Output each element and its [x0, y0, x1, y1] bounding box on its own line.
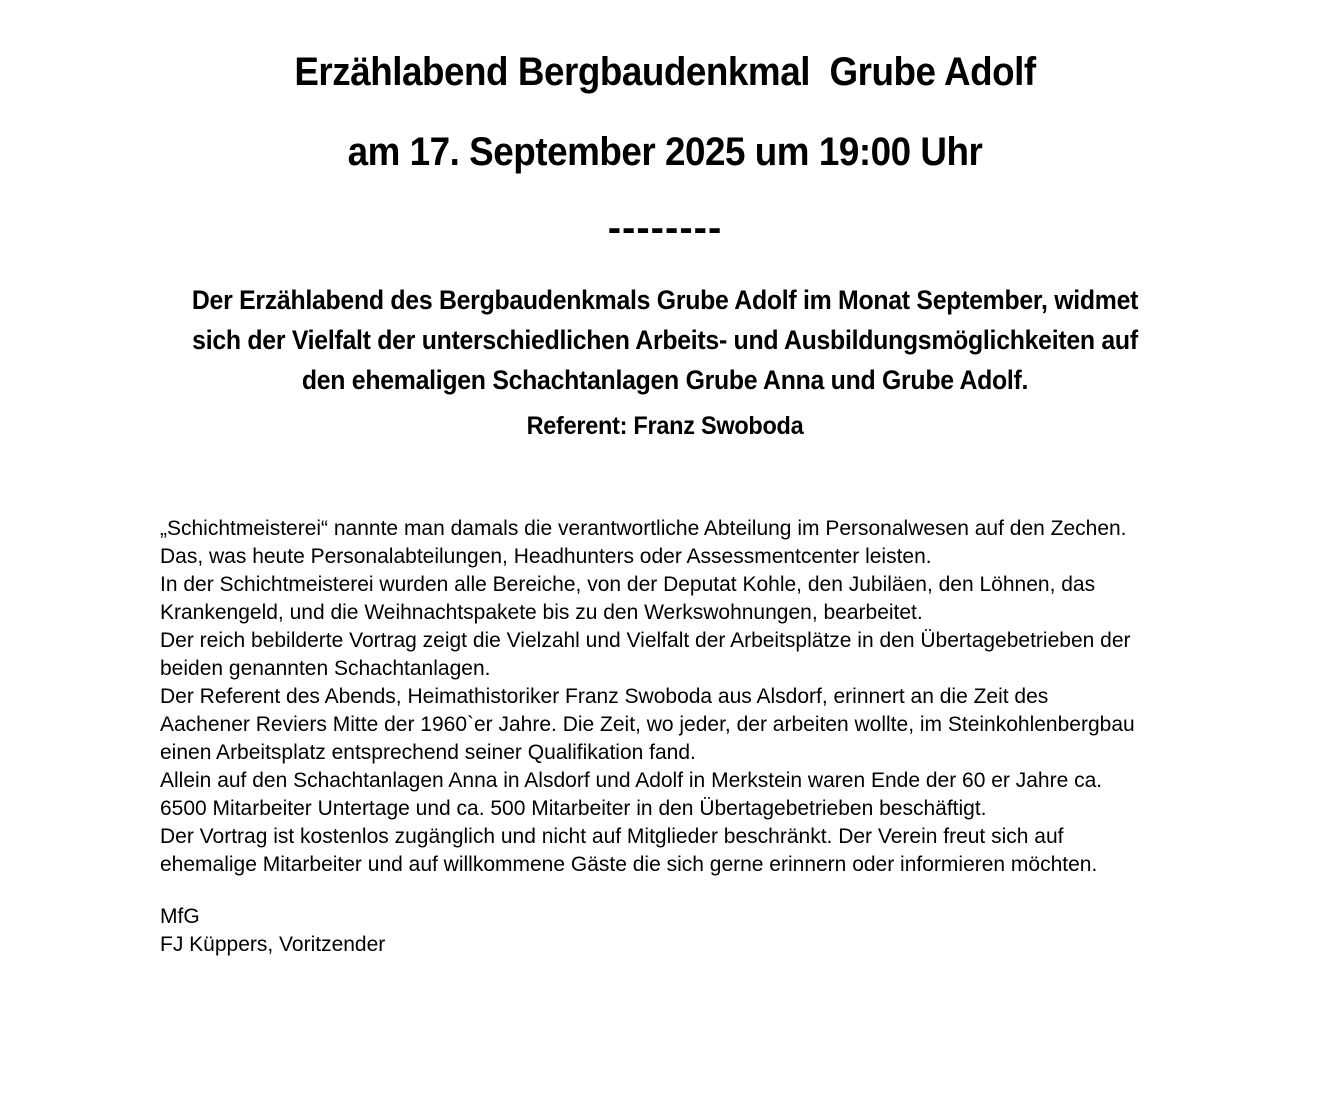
- body-line: Aachener Reviers Mitte der 1960`er Jahre. Die Zeit, wo jeder, der arbeiten wollte, im Steinkohlenbergbau: [160, 713, 1135, 736]
- intro-line: den ehemaligen Schachtanlagen Grube Anna und Grube Adolf.: [301, 365, 1029, 395]
- body-line: Der Referent des Abends, Heimathistoriker Franz Swoboda aus Alsdorf, erinnert an die Zeit des: [160, 685, 1049, 708]
- document-title: Erzählabend Bergbaudenkmal Grube Adolf: [294, 50, 1036, 94]
- dashed-separator: --------: [607, 206, 723, 250]
- body-line: ehemalige Mitarbeiter und auf willkommene Gäste die sich gerne erinnern oder informieren möchten.: [160, 853, 1098, 876]
- body-line: Der Vortrag ist kostenlos zugänglich und nicht auf Mitglieder beschränkt. Der Verein freut sich auf: [160, 825, 1064, 848]
- body-line: In der Schichtmeisterei wurden alle Bereiche, von der Deputat Kohle, den Jubiläen, den Löhnen, das: [160, 573, 1096, 596]
- signature: FJ Küppers, Voritzender: [160, 933, 386, 956]
- salutation: MfG: [160, 905, 200, 928]
- event-datetime: am 17. September 2025 um 19:00 Uhr: [347, 130, 983, 174]
- intro-paragraph: [0, 280, 1330, 400]
- body-line: Allein auf den Schachtanlagen Anna in Alsdorf und Adolf in Merkstein waren Ende der 60 er Jahre ca.: [160, 769, 1103, 792]
- body-line: einen Arbeitsplatz entsprechend seiner Qualifikation fand.: [160, 741, 696, 764]
- body-line: „Schichtmeisterei“ nannte man damals die verantwortliche Abteilung im Personalwesen auf den Zechen.: [160, 517, 1127, 540]
- body-line: beiden genannten Schachtanlagen.: [160, 657, 491, 680]
- body-line: Krankengeld, und die Weihnachtspakete bis zu den Werkswohnungen, bearbeitet.: [160, 601, 923, 624]
- document-page: [0, 48, 1330, 1117]
- body-text: [0, 515, 1330, 879]
- intro-line: Der Erzählabend des Bergbaudenkmals Grube Adolf im Monat September, widmet: [191, 285, 1139, 315]
- body-line: Das, was heute Personalabteilungen, Headhunters oder Assessmentcenter leisten.: [160, 545, 932, 568]
- referent-line: Referent: Franz Swoboda: [526, 412, 804, 440]
- intro-line: sich der Vielfalt der unterschiedlichen Arbeits- und Ausbildungsmöglichkeiten auf: [192, 325, 1138, 355]
- body-line: Der reich bebilderte Vortrag zeigt die Vielzahl und Vielfalt der Arbeitsplätze in den Übertagebetrieben der: [160, 629, 1131, 652]
- body-line: 6500 Mitarbeiter Untertage und ca. 500 Mitarbeiter in den Übertagebetrieben beschäftigt.: [160, 797, 987, 820]
- signature-block: [0, 903, 1330, 959]
